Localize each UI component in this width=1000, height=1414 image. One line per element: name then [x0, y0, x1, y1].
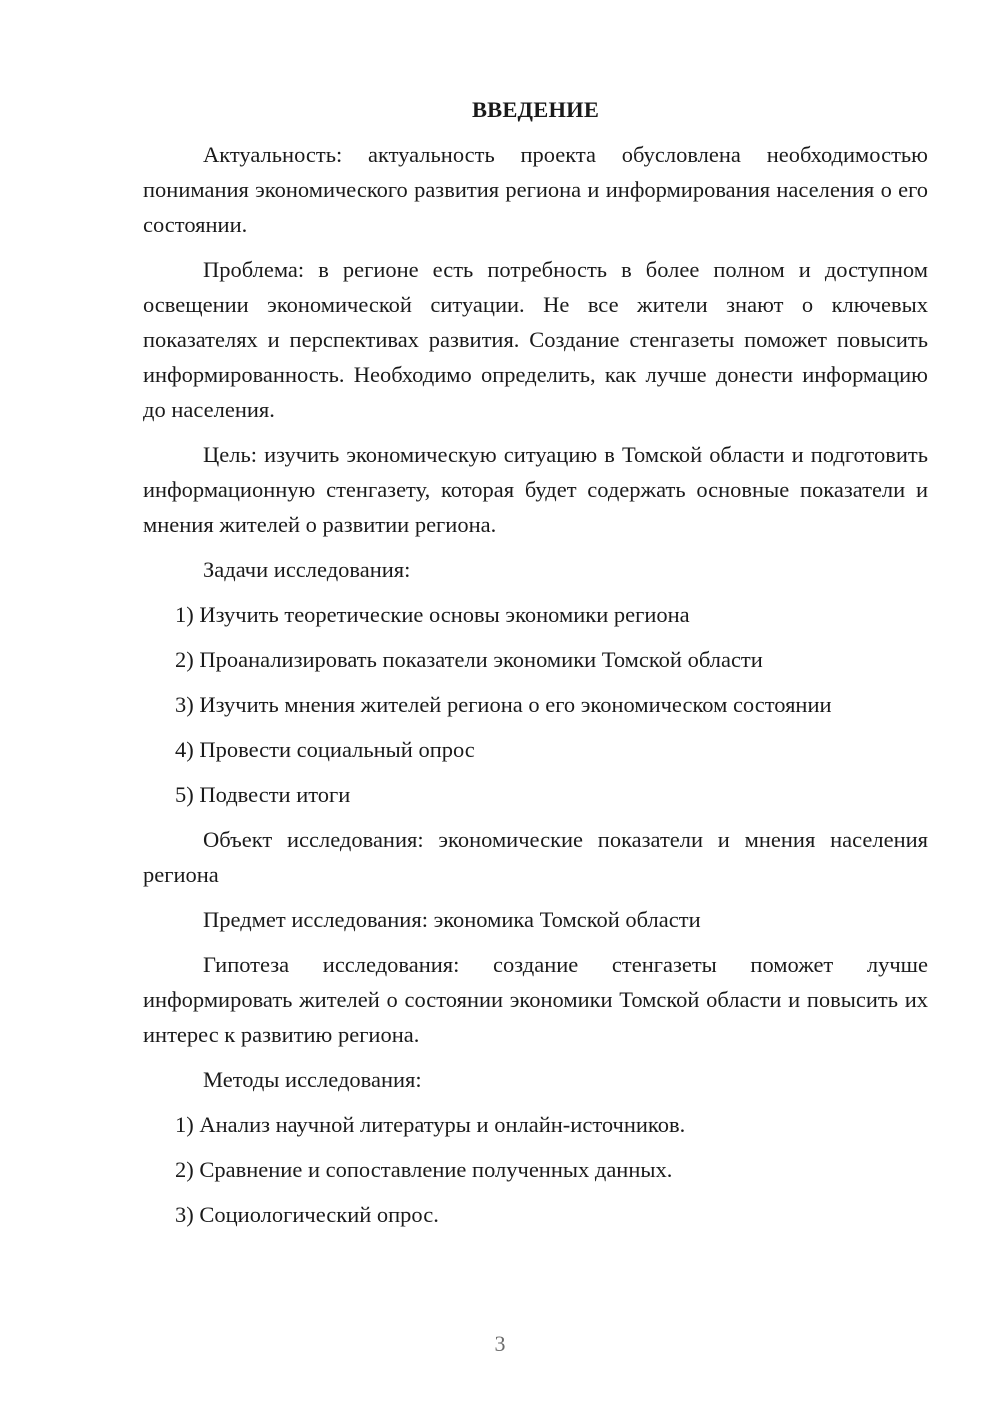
section-title: ВВЕДЕНИЕ [471, 97, 600, 122]
task-item: 3) Изучить мнения жителей региона о его экономическом состоянии [175, 692, 832, 717]
tasks-list [143, 597, 928, 812]
hypothesis-paragraph: Гипотеза исследования: создание стенгазеты поможет лучше информировать жителей о состоянии экономики Томской области и повысить их интерес к развитию региона. [143, 952, 928, 1047]
method-item: 1) Анализ научной литературы и онлайн-источников. [175, 1112, 686, 1137]
object-paragraph: Объект исследования: экономические показатели и мнения населения региона [143, 827, 928, 887]
tasks-heading: Задачи исследования: [203, 557, 411, 582]
method-item: 2) Сравнение и сопоставление полученных данных. [175, 1157, 673, 1182]
document-page [143, 92, 928, 1242]
methods-list [143, 1107, 928, 1232]
method-item: 3) Социологический опрос. [175, 1202, 439, 1227]
page-number: 3 [494, 1331, 506, 1356]
goal-paragraph: Цель: изучить экономическую ситуацию в Томской области и подготовить информационную стенгазету, которая будет содержать основные показатели и мнения жителей о развитии региона. [143, 442, 928, 537]
task-item: 4) Провести социальный опрос [175, 737, 475, 762]
methods-heading: Методы исследования: [203, 1067, 422, 1092]
relevance-paragraph: Актуальность: актуальность проекта обусловлена необходимостью понимания экономического развития региона и информирования населения о его состоянии. [143, 142, 928, 237]
subject-paragraph: Предмет исследования: экономика Томской области [203, 907, 701, 932]
problem-paragraph: Проблема: в регионе есть потребность в более полном и доступном освещении экономической ситуации. Не все жители знают о ключевых показателях и перспективах развития. Создание стенгазеты поможет повысить информированность. Необходимо определить, как лучше донести информацию до населения. [143, 257, 928, 422]
task-item: 2) Проанализировать показатели экономики Томской области [175, 647, 763, 672]
task-item: 1) Изучить теоретические основы экономики региона [175, 602, 690, 627]
task-item: 5) Подвести итоги [175, 782, 351, 807]
